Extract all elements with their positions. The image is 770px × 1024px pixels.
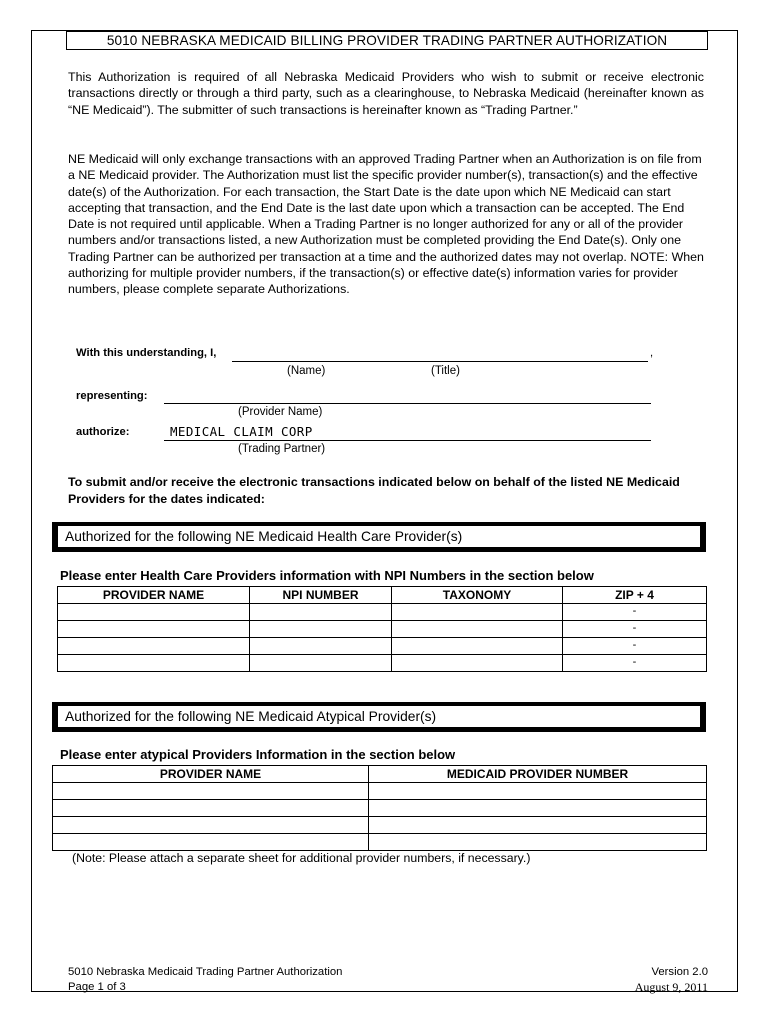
atypical-provider-section-header [52,702,706,732]
taxonomy-cell[interactable] [392,638,563,655]
taxonomy-cell[interactable] [392,655,563,672]
medicaid-provider-number-cell[interactable] [369,783,707,800]
atypical-provider-table [52,765,707,851]
table-row [53,834,707,851]
npi-number-cell[interactable] [250,638,392,655]
health-care-provider-heading: Authorized for the following NE Medicaid Health Care Provider(s) [57,525,701,548]
medicaid-provider-number-cell[interactable] [369,834,707,851]
npi-number-cell[interactable] [250,655,392,672]
table-row [53,783,707,800]
name-title-field[interactable] [232,361,648,362]
additional-sheet-note: (Note: Please attach a separate sheet for additional provider numbers, if necessary.) [72,851,531,865]
table-header-row [53,766,707,783]
provider-name-cell[interactable] [58,655,250,672]
zip-cell[interactable]: - [563,638,707,655]
name-caption: (Name) [287,365,326,377]
footer-left [68,965,342,995]
authorize-label: authorize: [76,426,130,438]
trading-partner-field [164,440,651,441]
medicaid-provider-number-cell[interactable] [369,817,707,834]
footer-date: August 9, 2011 [634,980,708,994]
trading-partner-caption: (Trading Partner) [238,443,326,455]
trading-partner-value[interactable]: MEDICAL CLAIM CORP [170,424,313,439]
footer-version: Version 2.0 [651,966,708,978]
zip-cell[interactable]: - [563,604,707,621]
column-header-provider-name: PROVIDER NAME [53,766,369,783]
table-header-row [58,587,707,604]
intro-paragraph-1: This Authorization is required of all Nebraska Medicaid Providers who wish to submit or receive electronic transactions directly or through a third party, such as a clearinghouse, to Nebraska Medicaid (hereinafter known as “NE Medicaid”). The submitter of such transactions is hereinafter known as “Trading Partner.” [68,70,704,117]
provider-name-caption: (Provider Name) [238,406,323,418]
provider-name-cell[interactable] [58,638,250,655]
table-row [58,655,707,672]
table-row [58,604,707,621]
provider-name-cell[interactable] [53,783,369,800]
column-header-provider-name: PROVIDER NAME [58,587,250,604]
provider-name-cell[interactable] [53,834,369,851]
health-care-provider-section-header [52,522,706,552]
intro-paragraph-2: NE Medicaid will only exchange transactions with an approved Trading Partner when an Authorization is on file from a NE Medicaid provider. The Authorization must list the specific provider number(s), transaction(s) and the effective date(s) of the Authorization. For each transaction, the Start Date is the date upon which NE Medicaid can start accepting that transaction, and the End Date is the last date upon which a transaction can be accepted. The End Date is not required until applicable. When a Trading Partner is no longer authorized for any or all of the provider numbers and/or transactions listed, a new Authorization must be completed providing the End Date(s). Only one Trading Partner can be authorized per transaction at a time and the authorized dates may not overlap. NOTE: When authorizing for multiple provider numbers, if the transaction(s) or effective date(s) information varies for provider numbers, please complete separate Authorizations. [68,152,704,297]
authorization-statement: To submit and/or receive the electronic transactions indicated below on behalf of the listed NE Medicaid Providers for the dates indicated: [68,475,680,506]
taxonomy-cell[interactable] [392,621,563,638]
table-row [53,817,707,834]
provider-name-field[interactable] [164,403,651,404]
medicaid-provider-number-cell[interactable] [369,800,707,817]
title-caption: (Title) [431,365,460,377]
footer-right [635,965,708,995]
footer-document-name: 5010 Nebraska Medicaid Trading Partner Authorization [68,966,343,978]
atypical-provider-heading: Authorized for the following NE Medicaid Atypical Provider(s) [57,705,701,728]
comma: , [650,347,654,359]
npi-number-cell[interactable] [250,621,392,638]
understanding-label: With this understanding, I, [76,347,217,359]
health-care-provider-table [57,586,707,672]
provider-name-cell[interactable] [53,817,369,834]
table-row [53,800,707,817]
zip-cell[interactable]: - [563,655,707,672]
taxonomy-cell[interactable] [392,604,563,621]
representing-label: representing: [76,390,148,402]
column-header-zip: ZIP + 4 [563,587,707,604]
provider-name-cell[interactable] [58,604,250,621]
table-row [58,621,707,638]
table-row [58,638,707,655]
column-header-taxonomy: TAXONOMY [392,587,563,604]
zip-cell[interactable]: - [563,621,707,638]
footer-page-number: Page 1 of 3 [68,981,126,993]
column-header-npi-number: NPI NUMBER [250,587,392,604]
document-title: 5010 NEBRASKA MEDICAID BILLING PROVIDER TRADING PARTNER AUTHORIZATION [66,31,708,50]
health-care-provider-instruction: Please enter Health Care Providers information with NPI Numbers in the section below [60,568,594,583]
provider-name-cell[interactable] [58,621,250,638]
provider-name-cell[interactable] [53,800,369,817]
column-header-medicaid-provider-number: MEDICAID PROVIDER NUMBER [369,766,707,783]
npi-number-cell[interactable] [250,604,392,621]
atypical-provider-instruction: Please enter atypical Providers Information in the section below [60,747,456,762]
